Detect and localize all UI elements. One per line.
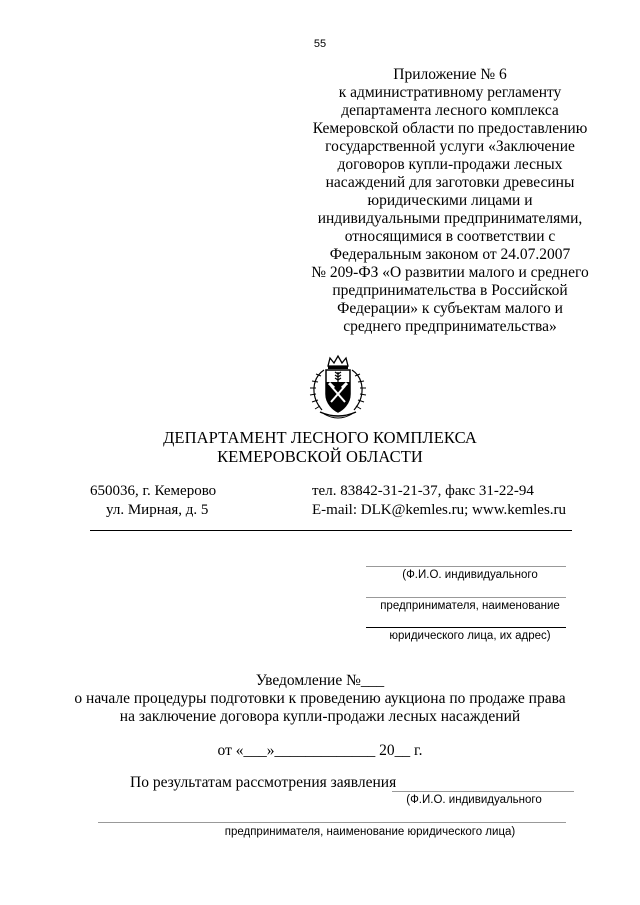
applicant-line — [98, 822, 566, 823]
review-text: По результатам рассмотрения заявления — [130, 774, 397, 791]
applicant-caption: (Ф.И.О. индивидуального — [406, 794, 542, 806]
annex-line: предпринимательства в Российской — [332, 282, 568, 299]
annex-line: насаждений для заготовки древесины — [325, 174, 575, 191]
annex-line: к административному регламенту — [338, 84, 562, 101]
applicant-line — [392, 791, 574, 792]
annex-line: Приложение № 6 — [393, 66, 507, 83]
postal-address — [90, 482, 270, 520]
notice-heading — [0, 672, 640, 726]
recipient-line — [366, 627, 566, 628]
notice-subject: на заключение договора купли-продажи лесных насаждений — [119, 708, 521, 725]
annex-line: договоров купли-продажи лесных — [337, 156, 563, 173]
address-city: 650036, г. Кемерово — [90, 483, 217, 499]
annex-line: юридическими лицами и — [367, 192, 533, 209]
annex-line: Федерации» к субъектам малого и — [337, 300, 563, 317]
applicant-caption: предпринимателя, наименование юридического лица) — [224, 826, 516, 838]
notice-date: от «___»_____________ 20__ г. — [217, 742, 423, 759]
annex-line: индивидуальными предпринимателями, — [317, 210, 583, 227]
annex-line: Федеральным законом от 24.07.2007 — [329, 246, 571, 263]
recipient-line — [366, 566, 566, 567]
recipient-line — [366, 597, 566, 598]
annex-line: № 209-ФЗ «О развитии малого и среднего — [311, 264, 589, 281]
notice-title: Уведомление №___ — [255, 672, 385, 689]
annex-line: государственной услуги «Заключение — [325, 138, 575, 155]
annex-line: среднего предпринимательства» — [343, 318, 557, 335]
header-divider — [90, 530, 572, 531]
department-name — [0, 428, 640, 466]
notice-subject: о начале процедуры подготовки к проведению аукциона по продаже права — [74, 690, 566, 707]
annex-line: департамента лесного комплекса — [341, 102, 559, 119]
department-line: КЕМЕРОВСКОЙ ОБЛАСТИ — [217, 447, 423, 466]
recipient-caption: предпринимателя, наименование — [380, 600, 560, 612]
page-number: 55 — [313, 38, 327, 50]
address-street: ул. Мирная, д. 5 — [106, 502, 209, 518]
contact-phone: тел. 83842-31-21-37, факс 31-22-94 — [312, 483, 534, 499]
coat-of-arms-icon — [302, 352, 374, 424]
annex-header — [300, 66, 600, 336]
contact-email: E-mail: DLK@kemles.ru; www.kemles.ru — [312, 502, 567, 518]
annex-line: Кемеровской области по предоставлению — [312, 120, 588, 137]
contact-info — [312, 482, 602, 520]
recipient-caption: (Ф.И.О. индивидуального — [402, 569, 538, 581]
recipient-caption: юридического лица, их адрес) — [389, 630, 551, 642]
department-line: ДЕПАРТАМЕНТ ЛЕСНОГО КОМПЛЕКСА — [163, 428, 477, 447]
annex-line: относящимися в соответствии с — [344, 228, 556, 245]
